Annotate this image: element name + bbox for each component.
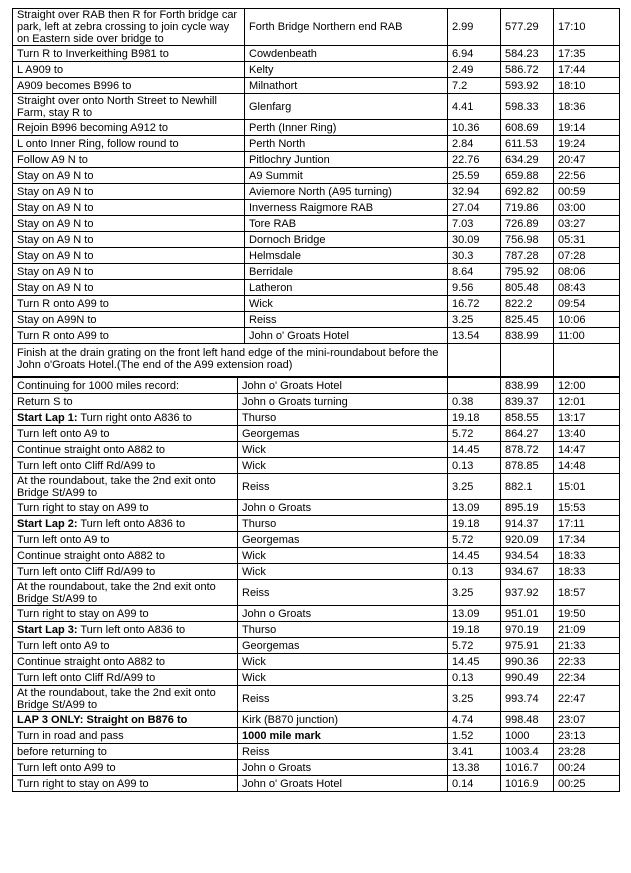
instruction-text: Turn left onto A836 to (77, 623, 186, 636)
place-cell: John o Groats (238, 500, 448, 516)
place-cell: Glenfarg (245, 94, 448, 120)
distance-cell: 1.52 (448, 728, 501, 744)
time-cell: 23:13 (554, 728, 620, 744)
instruction-cell (13, 442, 238, 458)
instruction-cell (13, 712, 238, 728)
place-cell: Reiss (238, 744, 448, 760)
distance-cell: 19.18 (448, 516, 501, 532)
time-cell: 18:57 (554, 580, 620, 606)
instruction-cell: Stay on A9 N to (13, 168, 245, 184)
table-row (13, 622, 620, 638)
time-cell: 23:07 (554, 712, 620, 728)
instruction-cell (13, 426, 238, 442)
cumulative-cell: 990.36 (501, 654, 554, 670)
cumulative-cell: 634.29 (501, 152, 554, 168)
cumulative-cell: 659.88 (501, 168, 554, 184)
time-cell: 03:00 (554, 200, 620, 216)
instruction-cell (13, 760, 238, 776)
instruction-cell (13, 606, 238, 622)
instruction-text: Turn left onto A9 to (17, 533, 110, 546)
place-cell: Reiss (238, 580, 448, 606)
table-row (13, 776, 620, 792)
distance-cell: 2.84 (448, 136, 501, 152)
table-row (13, 312, 620, 328)
instruction-cell (13, 378, 238, 394)
instruction-cell (13, 394, 238, 410)
time-cell: 15:01 (554, 474, 620, 500)
place-cell: John o Groats turning (238, 394, 448, 410)
table-row (13, 532, 620, 548)
table-row (13, 78, 620, 94)
place-cell: Wick (238, 654, 448, 670)
table-row (13, 296, 620, 312)
instruction-cell: Turn R onto A99 to (13, 328, 245, 344)
time-cell: 17:11 (554, 516, 620, 532)
instruction-cell (13, 532, 238, 548)
instruction-text: At the roundabout, take the 2nd exit onto Bridge St/A99 to (17, 580, 216, 605)
cumulative-cell: 1016.9 (501, 776, 554, 792)
instruction-text: Continue straight onto A882 to (17, 549, 165, 562)
instruction-cell (13, 580, 238, 606)
instruction-text: Turn right to stay on A99 to (17, 501, 149, 514)
cumulative-cell: 726.89 (501, 216, 554, 232)
instruction-cell: L A909 to (13, 62, 245, 78)
cumulative-cell: 822.2 (501, 296, 554, 312)
place-cell: Wick (238, 458, 448, 474)
instruction-text: Continue straight onto A882 to (17, 655, 165, 668)
time-cell (554, 344, 620, 377)
place-cell: Georgemas (238, 426, 448, 442)
cumulative-cell: 895.19 (501, 500, 554, 516)
time-cell: 08:06 (554, 264, 620, 280)
finish-note: Finish at the drain grating on the front left hand edge of the mini-roundabout before the John o'Groats Hotel.(The end of the A99 extension road) (13, 344, 448, 377)
table-row (13, 216, 620, 232)
distance-cell: 19.18 (448, 410, 501, 426)
table-row (13, 248, 620, 264)
table-row (13, 120, 620, 136)
table-row (13, 654, 620, 670)
place-cell: Reiss (238, 474, 448, 500)
distance-cell: 4.74 (448, 712, 501, 728)
instruction-cell: Stay on A9 N to (13, 184, 245, 200)
cumulative-cell: 787.28 (501, 248, 554, 264)
time-cell: 14:48 (554, 458, 620, 474)
distance-cell: 13.09 (448, 500, 501, 516)
place-cell: Perth (Inner Ring) (245, 120, 448, 136)
time-cell: 13:40 (554, 426, 620, 442)
distance-cell: 14.45 (448, 548, 501, 564)
instruction-text: Continuing for 1000 miles record: (17, 379, 180, 392)
cumulative-cell: 805.48 (501, 280, 554, 296)
place-cell: Aviemore North (A95 turning) (245, 184, 448, 200)
cumulative-cell: 593.92 (501, 78, 554, 94)
cumulative-cell: 951.01 (501, 606, 554, 622)
cumulative-cell: 970.19 (501, 622, 554, 638)
instruction-text: Turn left onto Cliff Rd/A99 to (17, 671, 156, 684)
cumulative-cell: 1003.4 (501, 744, 554, 760)
time-cell: 10:06 (554, 312, 620, 328)
distance-cell: 32.94 (448, 184, 501, 200)
place-cell: Thurso (238, 516, 448, 532)
distance-cell: 22.76 (448, 152, 501, 168)
distance-cell: 14.45 (448, 654, 501, 670)
table-row (13, 728, 620, 744)
table-row (13, 426, 620, 442)
place-cell: Dornoch Bridge (245, 232, 448, 248)
time-cell: 08:43 (554, 280, 620, 296)
time-cell: 21:09 (554, 622, 620, 638)
table-row (13, 394, 620, 410)
distance-cell: 3.25 (448, 580, 501, 606)
place-cell: Helmsdale (245, 248, 448, 264)
instruction-text: Turn left onto A836 to (77, 517, 186, 530)
distance-cell: 8.64 (448, 264, 501, 280)
distance-cell: 0.14 (448, 776, 501, 792)
time-cell: 17:44 (554, 62, 620, 78)
distance-cell: 19.18 (448, 622, 501, 638)
distance-cell: 3.25 (448, 686, 501, 712)
lap-label: Start Lap 1: (17, 411, 78, 424)
instruction-text: Turn right to stay on A99 to (17, 777, 149, 790)
cumulative-cell: 934.67 (501, 564, 554, 580)
cumulative-cell: 611.53 (501, 136, 554, 152)
instruction-cell: A909 becomes B996 to (13, 78, 245, 94)
distance-cell (448, 378, 501, 394)
cumulative-cell: 1016.7 (501, 760, 554, 776)
cumulative-cell: 998.48 (501, 712, 554, 728)
place-cell: John o Groats (238, 760, 448, 776)
time-cell: 00:24 (554, 760, 620, 776)
table-row (13, 152, 620, 168)
cumulative-cell: 878.72 (501, 442, 554, 458)
cumulative-cell: 920.09 (501, 532, 554, 548)
instruction-cell: Stay on A9 N to (13, 248, 245, 264)
table-row (13, 136, 620, 152)
distance-cell: 0.13 (448, 458, 501, 474)
place-cell: Wick (238, 442, 448, 458)
time-cell: 21:33 (554, 638, 620, 654)
cumulative-cell: 1000 (501, 728, 554, 744)
table-row (13, 62, 620, 78)
distance-cell: 30.09 (448, 232, 501, 248)
time-cell: 17:34 (554, 532, 620, 548)
table-row (13, 564, 620, 580)
instruction-text: Continue straight onto A882 to (17, 443, 165, 456)
distance-cell: 16.72 (448, 296, 501, 312)
distance-cell: 3.25 (448, 474, 501, 500)
table-row (13, 744, 620, 760)
place-cell: Wick (245, 296, 448, 312)
instruction-text: Turn left onto Cliff Rd/A99 to (17, 565, 156, 578)
place-cell: Thurso (238, 410, 448, 426)
place-cell: Milnathort (245, 78, 448, 94)
place-cell: Forth Bridge Northern end RAB (245, 9, 448, 46)
table-row (13, 94, 620, 120)
table-row (13, 686, 620, 712)
table-row (13, 232, 620, 248)
table-row (13, 500, 620, 516)
instruction-cell: Straight over onto North Street to Newhill Farm, stay R to (13, 94, 245, 120)
place-cell: Thurso (238, 622, 448, 638)
time-cell: 15:53 (554, 500, 620, 516)
distance-cell: 6.94 (448, 46, 501, 62)
table-row (13, 184, 620, 200)
instruction-cell (13, 516, 238, 532)
distance-cell: 27.04 (448, 200, 501, 216)
place-cell: Reiss (238, 686, 448, 712)
instruction-text: Turn right to stay on A99 to (17, 607, 149, 620)
place-cell: Pitlochry Juntion (245, 152, 448, 168)
place-cell: Berridale (245, 264, 448, 280)
distance-cell: 7.03 (448, 216, 501, 232)
place-cell: Inverness Raigmore RAB (245, 200, 448, 216)
table-row (13, 606, 620, 622)
time-cell: 03:27 (554, 216, 620, 232)
table-row (13, 378, 620, 394)
time-cell: 00:25 (554, 776, 620, 792)
instruction-cell: Stay on A9 N to (13, 200, 245, 216)
instruction-text: Turn left onto A99 to (17, 761, 116, 774)
time-cell: 18:36 (554, 94, 620, 120)
time-cell: 12:01 (554, 394, 620, 410)
time-cell: 19:24 (554, 136, 620, 152)
cumulative-cell: 882.1 (501, 474, 554, 500)
distance-cell: 2.99 (448, 9, 501, 46)
cumulative-cell: 598.33 (501, 94, 554, 120)
place-cell: Wick (238, 564, 448, 580)
instruction-text: before returning to (17, 745, 107, 758)
cumulative-cell: 975.91 (501, 638, 554, 654)
instruction-cell: Stay on A99N to (13, 312, 245, 328)
instruction-cell: Turn R to Inverkeithing B981 to (13, 46, 245, 62)
route-table-upper (12, 8, 620, 377)
distance-cell: 25.59 (448, 168, 501, 184)
instruction-cell: Rejoin B996 becoming A912 to (13, 120, 245, 136)
cumulative-cell: 864.27 (501, 426, 554, 442)
distance-cell: 30.3 (448, 248, 501, 264)
cumulative-cell: 858.55 (501, 410, 554, 426)
instruction-text: Turn left onto A9 to (17, 427, 110, 440)
table-row (13, 46, 620, 62)
place-cell: Latheron (245, 280, 448, 296)
table-row (13, 548, 620, 564)
time-cell: 18:33 (554, 564, 620, 580)
distance-cell: 10.36 (448, 120, 501, 136)
instruction-cell (13, 728, 238, 744)
table-row (13, 760, 620, 776)
cumulative-cell: 795.92 (501, 264, 554, 280)
time-cell: 20:47 (554, 152, 620, 168)
place-cell: Georgemas (238, 532, 448, 548)
distance-cell: 2.49 (448, 62, 501, 78)
instruction-cell (13, 500, 238, 516)
time-cell: 22:56 (554, 168, 620, 184)
time-cell: 09:54 (554, 296, 620, 312)
instruction-cell (13, 654, 238, 670)
route-table-lower (12, 377, 620, 792)
instruction-cell (13, 744, 238, 760)
table-row (13, 580, 620, 606)
distance-cell (448, 344, 501, 377)
distance-cell: 7.2 (448, 78, 501, 94)
place-cell: Tore RAB (245, 216, 448, 232)
time-cell: 17:35 (554, 46, 620, 62)
cumulative-cell: 937.92 (501, 580, 554, 606)
instruction-text: At the roundabout, take the 2nd exit onto Bridge St/A99 to (17, 686, 216, 711)
instruction-cell (13, 474, 238, 500)
instruction-cell (13, 458, 238, 474)
cumulative-cell: 719.86 (501, 200, 554, 216)
cumulative-cell: 608.69 (501, 120, 554, 136)
place-cell: Wick (238, 670, 448, 686)
table-row (13, 9, 620, 46)
distance-cell: 3.41 (448, 744, 501, 760)
instruction-cell: L onto Inner Ring, follow round to (13, 136, 245, 152)
distance-cell: 5.72 (448, 532, 501, 548)
table-row (13, 458, 620, 474)
instruction-text: At the roundabout, take the 2nd exit onto Bridge St/A99 to (17, 474, 216, 499)
time-cell: 23:28 (554, 744, 620, 760)
distance-cell: 9.56 (448, 280, 501, 296)
distance-cell: 5.72 (448, 426, 501, 442)
distance-cell: 0.38 (448, 394, 501, 410)
cumulative-cell: 577.29 (501, 9, 554, 46)
instruction-text: Turn left onto A9 to (17, 639, 110, 652)
instruction-cell (13, 548, 238, 564)
instruction-cell: Stay on A9 N to (13, 280, 245, 296)
table-row (13, 442, 620, 458)
time-cell: 19:14 (554, 120, 620, 136)
time-cell: 22:47 (554, 686, 620, 712)
time-cell: 11:00 (554, 328, 620, 344)
place-cell: Cowdenbeath (245, 46, 448, 62)
time-cell: 13:17 (554, 410, 620, 426)
time-cell: 05:31 (554, 232, 620, 248)
instruction-cell: Turn R onto A99 to (13, 296, 245, 312)
instruction-text: Return S to (17, 395, 73, 408)
cumulative-cell: 839.37 (501, 394, 554, 410)
instruction-cell (13, 686, 238, 712)
distance-cell: 0.13 (448, 564, 501, 580)
distance-cell: 13.38 (448, 760, 501, 776)
distance-cell: 5.72 (448, 638, 501, 654)
cumulative-cell: 993.74 (501, 686, 554, 712)
time-cell: 18:10 (554, 78, 620, 94)
instruction-text: Turn right onto A836 to (77, 411, 192, 424)
place-cell: John o' Groats Hotel (238, 378, 448, 394)
instruction-cell (13, 622, 238, 638)
cumulative-cell: 756.98 (501, 232, 554, 248)
instruction-cell (13, 638, 238, 654)
distance-cell: 13.54 (448, 328, 501, 344)
time-cell: 22:34 (554, 670, 620, 686)
place-cell: Perth North (245, 136, 448, 152)
cumulative-cell: 825.45 (501, 312, 554, 328)
time-cell: 22:33 (554, 654, 620, 670)
time-cell: 17:10 (554, 9, 620, 46)
instruction-cell: Stay on A9 N to (13, 216, 245, 232)
instruction-cell: Stay on A9 N to (13, 232, 245, 248)
instruction-cell (13, 776, 238, 792)
place-cell: John o Groats (238, 606, 448, 622)
cumulative-cell: 990.49 (501, 670, 554, 686)
cumulative-cell: 878.85 (501, 458, 554, 474)
cumulative-cell: 838.99 (501, 378, 554, 394)
instruction-cell (13, 410, 238, 426)
distance-cell: 4.41 (448, 94, 501, 120)
table-row (13, 328, 620, 344)
time-cell: 00:59 (554, 184, 620, 200)
place-cell: John o' Groats Hotel (238, 776, 448, 792)
instruction-text: Turn left onto Cliff Rd/A99 to (17, 459, 156, 472)
cumulative-cell: 586.72 (501, 62, 554, 78)
time-cell: 07:28 (554, 248, 620, 264)
instruction-cell: Follow A9 N to (13, 152, 245, 168)
cumulative-cell (501, 344, 554, 377)
instruction-cell: Stay on A9 N to (13, 264, 245, 280)
place-cell: Kirk (B870 junction) (238, 712, 448, 728)
table-row (13, 712, 620, 728)
place-cell: Kelty (245, 62, 448, 78)
time-cell: 12:00 (554, 378, 620, 394)
instruction-cell (13, 670, 238, 686)
table-row (13, 670, 620, 686)
instruction-cell: Straight over RAB then R for Forth bridge car park, left at zebra crossing to join cycle way on Eastern side over bridge to (13, 9, 245, 46)
table-row (13, 410, 620, 426)
place-cell: A9 Summit (245, 168, 448, 184)
place-cell: 1000 mile mark (238, 728, 448, 744)
instruction-cell (13, 564, 238, 580)
table-row (13, 280, 620, 296)
cumulative-cell: 692.82 (501, 184, 554, 200)
distance-cell: 0.13 (448, 670, 501, 686)
table-row (13, 516, 620, 532)
table-row (13, 638, 620, 654)
distance-cell: 14.45 (448, 442, 501, 458)
lap-label: Start Lap 3: (17, 623, 78, 636)
time-cell: 18:33 (554, 548, 620, 564)
instruction-text: Turn in road and pass (17, 729, 124, 742)
time-cell: 19:50 (554, 606, 620, 622)
table-row (13, 200, 620, 216)
distance-cell: 3.25 (448, 312, 501, 328)
table-row (13, 168, 620, 184)
cumulative-cell: 584.23 (501, 46, 554, 62)
place-cell: Wick (238, 548, 448, 564)
place-cell: John o' Groats Hotel (245, 328, 448, 344)
cumulative-cell: 838.99 (501, 328, 554, 344)
finish-note-row (13, 344, 620, 377)
place-cell: Georgemas (238, 638, 448, 654)
table-row (13, 264, 620, 280)
lap-label: Start Lap 2: (17, 517, 78, 530)
table-row (13, 474, 620, 500)
lap-label: LAP 3 ONLY: Straight on B876 to (17, 713, 188, 726)
place-cell: Reiss (245, 312, 448, 328)
cumulative-cell: 934.54 (501, 548, 554, 564)
distance-cell: 13.09 (448, 606, 501, 622)
time-cell: 14:47 (554, 442, 620, 458)
cumulative-cell: 914.37 (501, 516, 554, 532)
